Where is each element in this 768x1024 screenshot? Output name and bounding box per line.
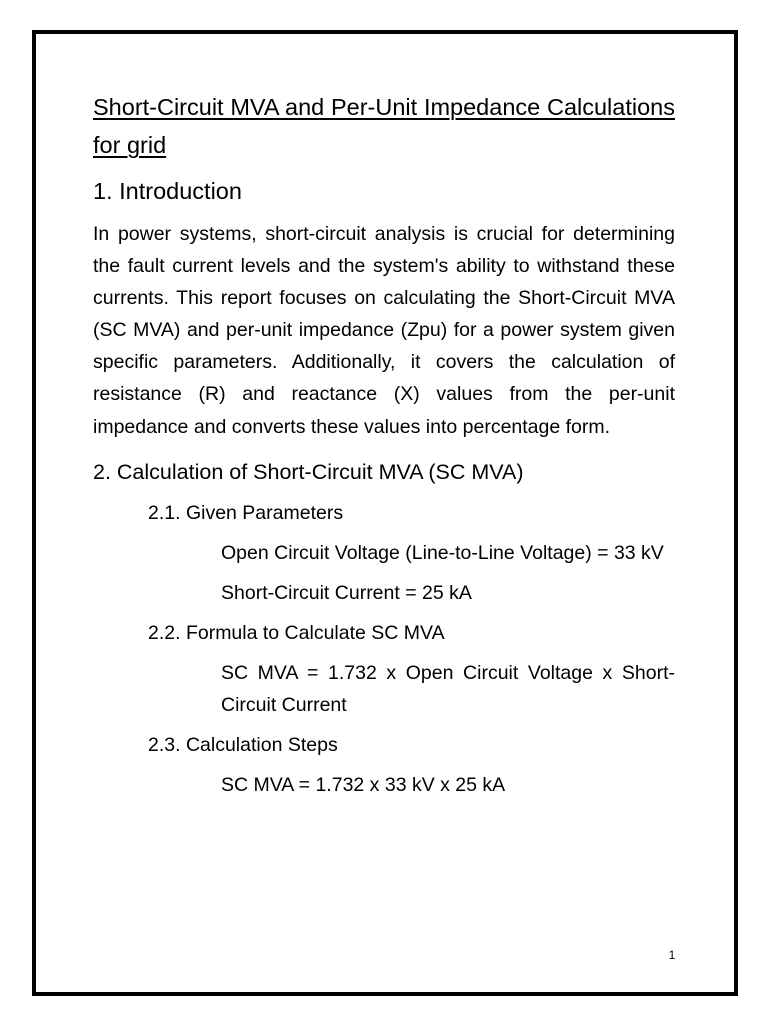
calculation-step: SC MVA = 1.732 x 33 kV x 25 kA xyxy=(221,773,506,796)
page-number: 1 xyxy=(668,948,676,962)
subsection-heading-formula: 2.2. Formula to Calculate SC MVA xyxy=(148,621,445,644)
section-heading-introduction: 1. Introduction xyxy=(93,178,242,204)
subsection-heading-given-parameters: 2.1. Given Parameters xyxy=(148,501,344,524)
formula-sc-mva: SC MVA = 1.732 x Open Circuit Voltage x Short-Circuit Current xyxy=(221,661,675,716)
parameter-open-circuit-voltage: Open Circuit Voltage (Line-to-Line Voltage) = 33 kV xyxy=(221,541,664,564)
document-title: Short-Circuit MVA and Per-Unit Impedance Calculations for grid xyxy=(93,94,675,158)
introduction-paragraph: In power systems, short-circuit analysis is crucial for determining the fault current levels and the system's ability to withstand these currents. This report focuses on calculating the Short-Circuit MVA (SC MVA) and per-unit impedance (Zpu) for a power system given specific parameters. Additionally, it covers the calculation of resistance (R) and reactance (X) values from the per-unit impedance and converts these values into percentage form. xyxy=(93,223,675,438)
section-heading-sc-mva: 2. Calculation of Short-Circuit MVA (SC MVA) xyxy=(93,459,524,484)
parameter-short-circuit-current: Short-Circuit Current = 25 kA xyxy=(221,581,472,604)
subsection-heading-calculation-steps: 2.3. Calculation Steps xyxy=(148,733,338,756)
document-body xyxy=(93,88,675,801)
